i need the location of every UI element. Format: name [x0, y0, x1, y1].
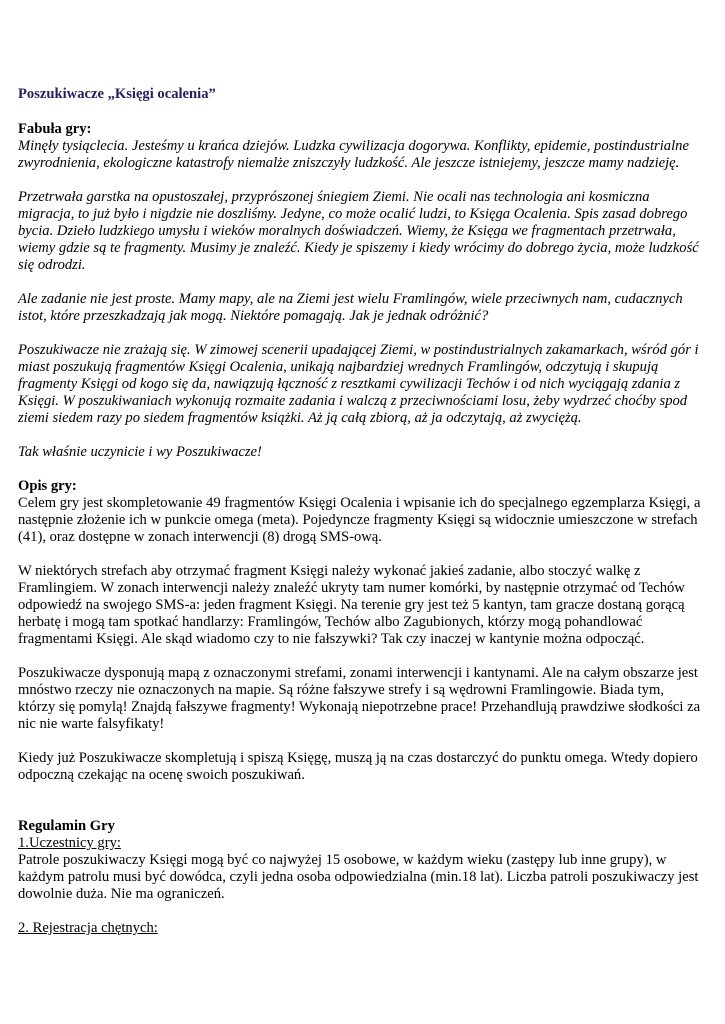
description-heading: Opis gry:	[18, 478, 77, 494]
rules-section-1-title: 1.Uczestnicy gry:	[18, 835, 121, 851]
rules-section-1-text: Patrole poszukiwaczy Księgi mogą być co najwyżej 15 osobowe, w każdym wieku (zastępy lub inne grupy), w każdym patrolu musi być dowódca, czyli jedna osoba odpowiedzialna (min.18 lat). Liczba patroli poszukiwaczy jest dowolnie duża. Nie ma ograniczeń.	[18, 852, 699, 902]
description-paragraph: W niektórych strefach aby otrzymać fragment Księgi należy wykonać jakieś zadanie, albo stoczyć walkę z Framlingiem. W zonach interwencji należy znaleźć ukryty tam numer komórki, by następnie otrzymać od Techów odpowiedź na swojego SMS-a: jeden fragment Księgi. Na terenie gry jest też 5 kantyn, tam gracze dostaną gorącą herbatę i mogą tam spotkać handlarzy: Framlingów, Techów albo Zagubionych, którzy mogą pohandlować fragmentami Księgi. Ale skąd wiadomo czy to nie fałszywki? Tak czy inaczej w kantynie można odpocząć.	[18, 563, 685, 647]
story-paragraph: Poszukiwacze nie zrażają się. W zimowej scenerii upadającej Ziemi, w postindustrialnych zakamarkach, wśród gór i miast poszukują fragmentów Księgi Ocalenia, unikają najbardziej wrednych Framlingów, odczytują i skupują fragmenty Księgi od kogo się da, nawiązują łączność z resztkami cywilizacji Techów i od nich wyciągają zdania z Księgi. W poszukiwaniach wykonują rozmaite zadania i walczą z przeciwnościami losu, żeby wydrzeć choćby spod ziemi siedem razy po siedem fragmentów książki. Aż ją całą zbiorą, aż ja odczytają, aż zwyciężą.	[18, 342, 699, 426]
story-paragraph: Tak właśnie uczynicie i wy Poszukiwacze!	[18, 444, 262, 460]
rules-heading: Regulamin Gry	[18, 818, 115, 834]
rules-section-2-title: 2. Rejestracja chętnych:	[18, 920, 158, 936]
description-paragraph: Poszukiwacze dysponują mapą z oznaczonymi strefami, zonami interwencji i kantynami. Ale na całym obszarze jest mnóstwo rzeczy nie oznaczonych na mapie. Są różne fałszywe strefy i są wędrowni Framlingowie. Biada tym, którzy się pomylą! Znajdą fałszywe fragmenty! Wykonają niepotrzebne prace! Przehandlują prawdziwe słodkości za nic nie warte falsyfikaty!	[18, 665, 701, 732]
story-paragraph: Minęły tysiąclecia. Jesteśmy u krańca dziejów. Ludzka cywilizacja dogorywa. Konflikty, epidemie, postindustrialne zwyrodnienia, ekologiczne katastrofy niemalże zniszczyły ludzkość. Ale jeszcze istniejemy, jeszcze mamy nadzieję.	[18, 138, 689, 171]
description-paragraph: Celem gry jest skompletowanie 49 fragmentów Księgi Ocalenia i wpisanie ich do specjalnego egzemplarza Księgi, a następnie złożenie ich w punkcie omega (meta). Pojedyncze fragmenty Księgi są widocznie umieszczone w strefach (41), oraz dostępne w zonach interwencji (8) drogą SMS-ową.	[18, 495, 701, 545]
description-paragraph: Kiedy już Poszukiwacze skompletują i spiszą Księgę, muszą ją na czas dostarczyć do punktu omega. Wtedy dopiero odpoczną czekając na ocenę swoich poszukiwań.	[18, 750, 698, 783]
story-heading: Fabuła gry:	[18, 121, 92, 137]
story-paragraph: Ale zadanie nie jest proste. Mamy mapy, ale na Ziemi jest wielu Framlingów, wiele przeciwnych nam, cudacznych istot, które przeszkadzają jak mogą. Niektóre pomagają. Jak je jednak odróżnić?	[18, 291, 683, 324]
story-paragraph: Przetrwała garstka na opustoszałej, przyprószonej śniegiem Ziemi. Nie ocali nas technologia ani kosmiczna migracja, to już było i nigdzie nie doszliśmy. Jedyne, co może ocalić ludzi, to Księga Ocalenia. Spis zasad dobrego bycia. Dzieło ludzkiego umysłu i wieków moralnych doświadczeń. Wiemy, że Księga we fragmentach przetrwała, wiemy gdzie są te fragmenty. Musimy je znaleźć. Kiedy je spiszemy i kiedy wrócimy do dobrego życia, może ludzkość się odrodzi.	[18, 189, 699, 273]
document-page	[18, 86, 704, 937]
document-title: Poszukiwacze „Księgi ocalenia”	[18, 86, 216, 102]
